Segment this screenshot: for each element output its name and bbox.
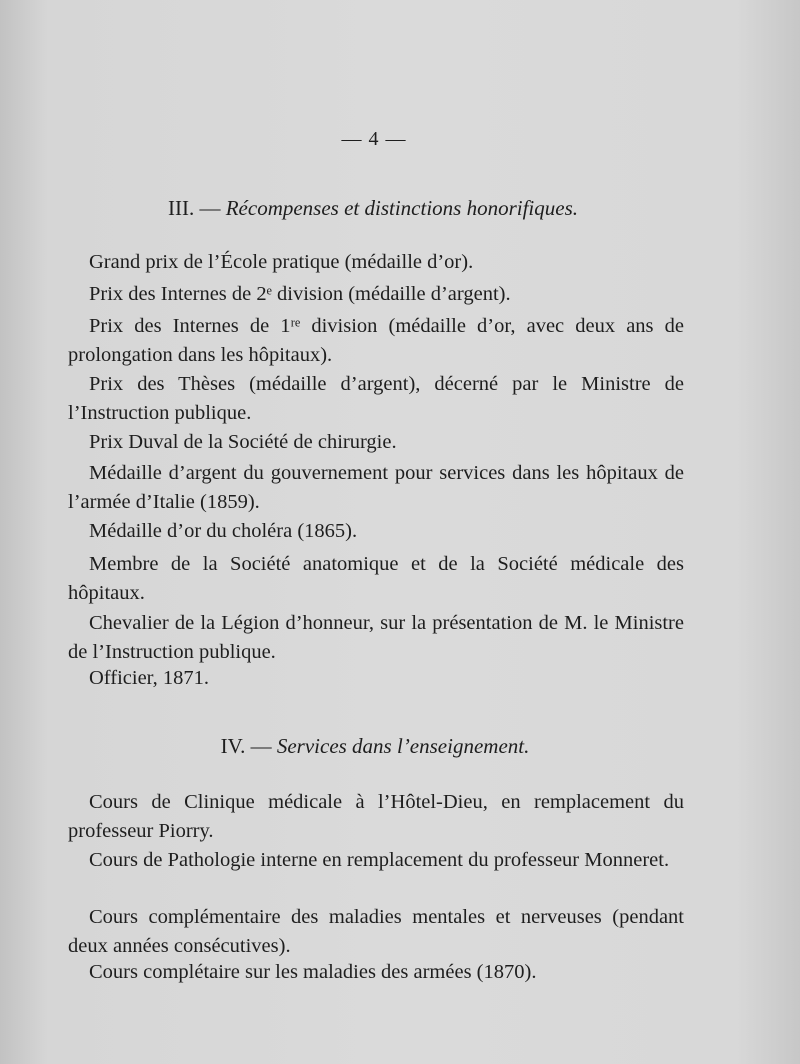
section-dash: —: [245, 734, 277, 758]
list-item: Médaille d’argent du gouvernement pour services dans les hôpitaux de l’armée d’Italie (1859).: [68, 462, 684, 513]
list-item: Prix Duval de la Société de chirurgie.: [89, 431, 397, 453]
section-title: Services dans l’enseignement.: [276, 734, 530, 758]
list-item: Grand prix de l’École pratique (médaille d’or).: [89, 251, 474, 273]
section-numeral: III.: [167, 196, 195, 220]
list-item: Cours de Clinique médicale à l’Hôtel-Dieu, en remplacement du professeur Piorry.: [68, 791, 684, 842]
section-heading-awards: [0, 196, 746, 221]
list-item: Chevalier de la Légion d’honneur, sur la présentation de M. le Ministre de l’Instruction publique.: [68, 612, 684, 663]
list-item: Médaille d’or du choléra (1865).: [89, 520, 358, 542]
section-numeral: IV.: [220, 734, 246, 758]
section-title: Récompenses et distinctions honorifiques.: [225, 196, 579, 220]
list-item: [68, 312, 684, 370]
section-heading-teaching: [0, 734, 750, 759]
page-number: — 4 —: [341, 128, 407, 150]
list-item: Prix des Thèses (médaille d’argent), décerné par le Ministre de l’Instruction publique.: [68, 373, 684, 424]
list-item: Cours de Pathologie interne en remplacement du professeur Monneret.: [89, 849, 670, 871]
section-dash: —: [194, 196, 226, 220]
list-item: Prix des Internes de 2ᵉ division (médaille d’argent).: [89, 283, 511, 305]
list-item-text: Prix des Internes de 1ʳᵉ division (médaille d’or, avec deux ans de prolongation dans les hôpitaux).: [68, 315, 684, 366]
list-item: Membre de la Société anatomique et de la Société médicale des hôpitaux.: [68, 553, 684, 604]
list-item: Officier, 1871.: [89, 667, 210, 689]
list-item: Cours complétaire sur les maladies des armées (1870).: [89, 961, 537, 983]
list-item: Cours complémentaire des maladies mentales et nerveuses (pendant deux années consécutives).: [68, 906, 684, 957]
